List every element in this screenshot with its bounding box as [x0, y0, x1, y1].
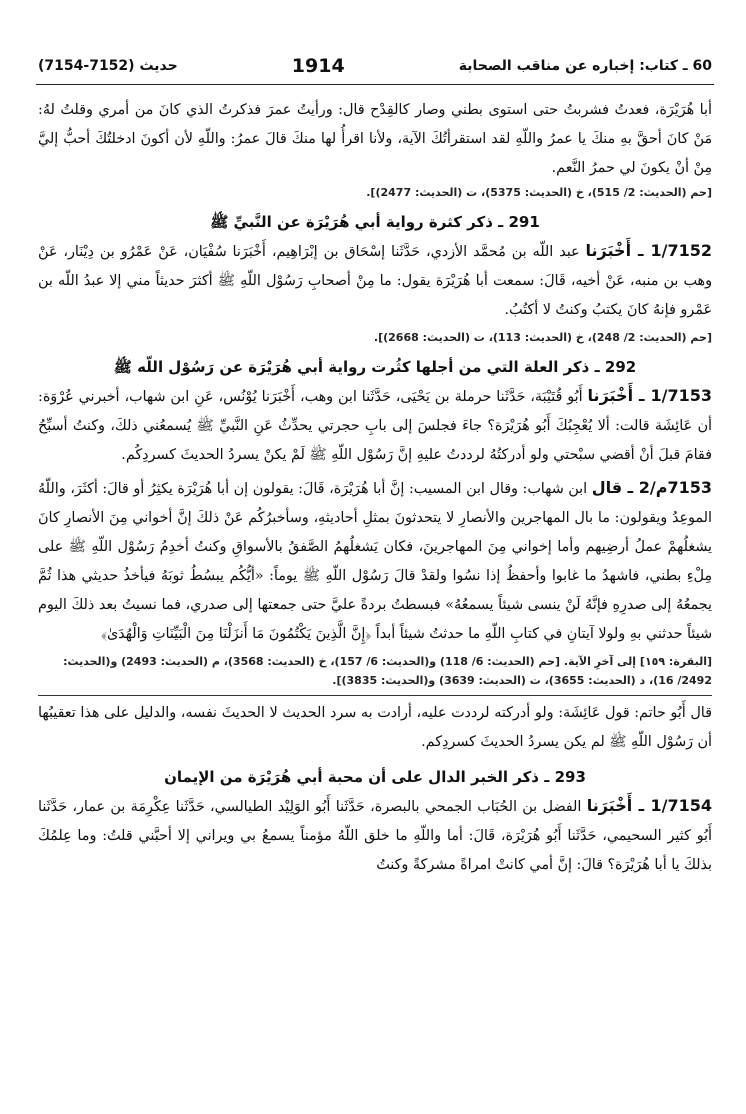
chapter-title: 60 ـ كتاب: إخباره عن مناقب الصحابة: [458, 58, 712, 74]
hadith-number: 1/7154 ـ أَخْبَرَنا: [586, 796, 713, 815]
commentary-abu-hatim: قال أَبُو حاتم: قول عَائِشَة: ولو أدركته لرددت عليه، أرادت به سرد الحديث لا الحديثَ نفسه، والدليل على هذا تعقيبُها أن رَسُوْل اللّهِ ﷺ لم يكن يسردُ الحديثَ كسردِكم.: [38, 705, 712, 750]
header-rule: [36, 84, 714, 85]
citation: [حم (الحديث: 2/ 248)، خ (الحديث: 113)، ت (الحديث: 2668)].: [373, 331, 712, 344]
hadith-text: الفضل بن الحُبَاب الجمحي بالبصرة، حَدَّثَنا أَبُو الوَلِيْد الطيالسي، حَدَّثَنا عِكْرِمَة بن عمار، حَدَّثَنا أَبُو كثير السحيمي، حَدَّثَنا أَبُو هُرَيْرَة، قَالَ: أما واللّهِ ما خلق اللّهُ مؤمناً يسمعُ بي ويراني إلا أحبَّني قلتُ: وما عِلمُكَ بذلكَ يا أبا هُرَيْرَة؟ قالَ: إنَّ أمي كانتْ امراةً مشركةً وكنتُ: [38, 799, 712, 873]
section-heading-292: 292 ـ ذكر العلة التي من أجلها كثُرت رواية أبي هُرَيْرَة عن رَسُوْل اللّه ﷺ: [113, 358, 637, 376]
section-heading-291: 291 ـ ذكر كثرة رواية أبي هُرَيْرَة عن النَّبيِّ ﷺ: [210, 213, 540, 231]
page-header: [38, 50, 712, 82]
hadith-number: 1/7153 ـ أَخْبَرَنا: [587, 386, 712, 405]
citation: [حم (الحديث: 2/ 515)، خ (الحديث: 5375)، ت (الحديث: 2477)].: [366, 186, 712, 199]
hadith-text: أَبُو قُتَيْبَة، حَدَّثَنا حرملة بن يَحْيَى، حَدَّثَنا ابن وهب، أَخْبَرَنا يُوْنُس، عَنِ ابن شهاب، أخبرني عُرْوَة: أن عَائِشَة قالت: ألا يُعْجِبُكَ أَبُو هُرَيْرَة؟ جاءَ فجلسَ إلى بابِ حجرتي يحدِّثُ عَنِ النَّبيِّ ﷺ يُسمعُني ذلكَ، وكنتُ أسبِّحُ فقامَ قبلَ أنْ أقضي سبْحتي ولو أدركتُهُ لرددتُ عليهِ إنَّ رَسُوْل اللّهِ ﷺ لَمْ يكنْ يسردُ الحديثَ كسردِكُم.: [38, 389, 712, 463]
page-body: [38, 96, 712, 880]
hadith-7154: [38, 791, 712, 880]
hadith-number: 1/7152 ـ أَخْبَرَنا: [585, 241, 712, 260]
divider: [38, 695, 712, 696]
hadith-range: حديث (7152-7154): [38, 58, 178, 74]
page-number: 1914: [291, 55, 345, 77]
hadith-text: عبد اللّه بن مُحمَّد الأزدي، حَدَّثَنا إسْحَاق بن إبْرَاهِيم، أَخْبَرَنا سُفْيَان، عَنْ عَمْرُو بن دِيْنَار، عَنْ وهب بن منبه، عَنْ أخيه، قَالَ: سمعت أبا هُرَيْرَة يقول: ما مِنْ أصحابِ رَسُوْل اللّهِ ﷺ أكثرَ حديثاً مني إلا عبدُ اللّه بن عَمْرو فإنهُ كانَ يكتبُ وكنتُ لا أكتُبُ.: [38, 244, 712, 318]
hadith-7153: [38, 381, 712, 470]
hadith-number: 7153م/2 ـ قال: [591, 478, 712, 497]
citation: [البقرة: ١٥٩] إلى آخرِ الآية. [حم (الحديث: 6/ 118) و(الحديث: 6/ 157)، خ (الحديث: 3568)، م (الحديث: 2493) و(الحديث: 2492/ 16)، د (الحديث: 3655)، ت (الحديث: 3639) و(الحديث: 3835)].: [63, 655, 712, 687]
section-heading-293: 293 ـ ذكر الخبر الدال على أن محبة أبي هُرَيْرَة من الإيمان: [164, 768, 586, 786]
paragraph-continuation: أبا هُرَيْرَة، فعدتُ فشربتُ حتى استوى بطني وصار كالقِدْح قال: ورأيتُ عمرَ فذكرتُ الذي كانَ من أمري وقلتُ لهُ: مَنْ كانَ أحقَّ بهِ منكَ يا عمرُ واللّهِ لقد استقرأتُكَ الآية، ولأنا اقرأُ لها منكَ قالَ عمرُ: واللّهِ لأن أكونَ ادخلتُكَ أحبُّ إليَّ مِنْ أنْ يكونَ لي حمرُ النَّعم.: [38, 102, 712, 176]
hadith-7153m: [38, 473, 712, 649]
hadith-7152: [38, 236, 712, 325]
hadith-text: ابن شهاب: وقال ابن المسيب: إنَّ أبا هُرَيْرَة، قَالَ: يقولون إن أبا هُرَيْرَة يكثِرُ أو قالَ: أكثَرَ، واللّهُ الموعِدُ ويقولون: ما بال المهاجرين والأنصارِ لا يتحدثونَ بمثلِ أحاديثهِ، وسأخبرُكُم عَنْ ذلكَ إنَّ أخواني مِنَ الأنصارِ كانَ يشغلُهمْ عملُ أرضِيهم وأما إخواني مِنَ المهاجرينَ، فكان يَشغلُهمُ الصَّفقُ بالأسواقِ وكنتُ أخدِمُ رَسُوْل اللّهِ ﷺ على مِلْءِ بطني، فاشهدُ ما غابوا وأحفظُ إذا نسُوا ولقدْ قالَ رَسُوْل اللّهِ ﷺ يوماً: «أيُّكُم يبسُطُ ثوبَهُ فيأخذُ حديثي هذا ثُمَّ يجمعُهُ إلى صدرِهِ فإنَّهُ لَنْ ينسى شيئاً يسمعُهُ» فبسطتُ بردةً عليَّ حتى جمعتها إلى صدري، فما نسيتُ بعد ذلكَ اليوم شيئاً حدثني بهِ ولولا آيتانِ في كتابِ اللّهِ ما حدثتُ شيئاً أبداً ﴿إِنَّ الَّذِينَ يَكْتُمُونَ مَا أَنزَلْنَا مِنَ الْبَيِّنَاتِ وَالْهُدَىٰ﴾: [38, 481, 712, 642]
